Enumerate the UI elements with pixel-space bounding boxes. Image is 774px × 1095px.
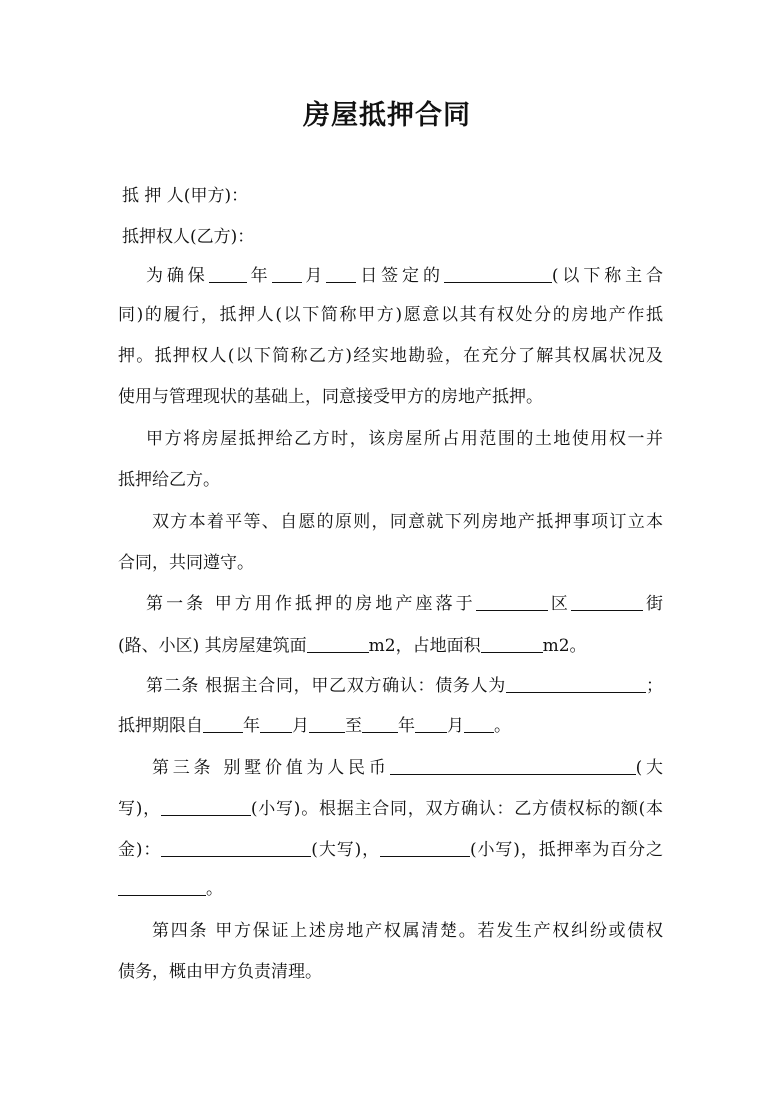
text-segment: 年 xyxy=(398,716,415,736)
blank-end-day xyxy=(464,712,494,733)
text-segment: (大写)， xyxy=(311,840,380,860)
paragraph-3-line-1: 双方本着平等、自愿的原则，同意就下列房地产抵押事项订立本 xyxy=(152,512,663,532)
blank-debtor xyxy=(506,672,646,693)
text-segment: 年 xyxy=(243,716,260,736)
blank-street xyxy=(571,590,643,611)
text-segment: 第三条 别墅价值为人民币 xyxy=(152,758,390,778)
text-segment: 月 xyxy=(292,716,309,736)
article-4-line-2: 债务，概由甲方负责清理。 xyxy=(118,962,322,982)
text-segment: 街 xyxy=(642,594,664,614)
text-segment: 金)： xyxy=(118,840,162,860)
blank-start-year xyxy=(203,712,243,733)
blank-contract-name xyxy=(444,262,552,283)
article-3-line-4 xyxy=(118,871,663,907)
blank-district xyxy=(476,590,548,611)
paragraph-2-line-2: 抵押给乙方。 xyxy=(118,470,220,490)
text-segment: (以下称主合 xyxy=(551,266,664,286)
text-segment: 日签定的 xyxy=(356,266,444,286)
blank-value-lowercase xyxy=(161,795,251,816)
party-b-label: 抵押权人(乙方)： xyxy=(122,227,255,247)
text-segment: 年 xyxy=(246,266,272,286)
blank-principal-lowercase xyxy=(380,836,470,857)
text-segment: 至 xyxy=(345,716,362,736)
blank-start-month xyxy=(260,712,292,733)
text-segment: 抵押期限自 xyxy=(118,716,203,736)
text-segment: 。 xyxy=(494,716,511,736)
text-segment: 写)， xyxy=(118,799,161,819)
text-segment: (小写)。根据主合同，双方确认：乙方债权标的额(本 xyxy=(250,799,663,819)
text-segment: 区 xyxy=(547,594,571,614)
text-segment: 为确保 xyxy=(146,266,209,286)
article-3-line-3 xyxy=(118,832,663,868)
article-3-line-1 xyxy=(152,750,663,786)
blank-principal-uppercase xyxy=(161,836,311,857)
text-segment: 。 xyxy=(206,879,223,899)
text-segment: 月 xyxy=(301,266,327,286)
article-1-line-2 xyxy=(118,628,663,664)
article-3-line-2 xyxy=(118,791,663,827)
paragraph-2-line-1: 甲方将房屋抵押给乙方时，该房屋所占用范围的土地使用权一并 xyxy=(146,429,663,449)
article-1-line-1 xyxy=(146,586,663,622)
text-segment: m2。 xyxy=(542,636,587,656)
text-segment: (大 xyxy=(635,758,663,778)
paragraph-1-line-1 xyxy=(146,258,663,294)
blank-start-day xyxy=(309,712,345,733)
blank-day xyxy=(326,262,356,283)
paragraph-1-line-2: 同)的履行，抵押人(以下简称甲方)愿意以其有权处分的房地产作抵 xyxy=(118,305,663,325)
paragraph-1-line-4: 使用与管理现状的基础上，同意接受甲方的房地产抵押。 xyxy=(118,387,543,407)
text-segment: ； xyxy=(646,676,663,696)
text-segment: 第二条 根据主合同，甲乙双方确认：债务人为 xyxy=(146,676,506,696)
blank-end-year xyxy=(362,712,398,733)
blank-land-area xyxy=(481,632,543,653)
blank-year xyxy=(209,262,247,283)
blank-property-value xyxy=(390,754,636,775)
article-2-line-2 xyxy=(118,708,663,744)
paragraph-3-line-2: 合同，共同遵守。 xyxy=(118,553,254,573)
party-a-label: 抵 押 人(甲方)： xyxy=(122,186,249,206)
text-segment: (小写)，抵押率为百分之 xyxy=(470,840,664,860)
article-2-line-1 xyxy=(146,668,663,704)
blank-month xyxy=(272,262,302,283)
text-segment: 第一条 甲方用作抵押的房地产座落于 xyxy=(146,594,476,614)
text-segment: (路、小区) 其房屋建筑面 xyxy=(118,636,307,656)
text-segment: 月 xyxy=(447,716,464,736)
document-title: 房屋抵押合同 xyxy=(303,100,471,131)
paragraph-1-line-3: 押。抵押权人(以下简称乙方)经实地勘验，在充分了解其权属状况及 xyxy=(118,346,663,366)
blank-mortgage-rate xyxy=(118,875,206,896)
text-segment: m2，占地面积 xyxy=(368,636,481,656)
blank-end-month xyxy=(415,712,447,733)
blank-building-area xyxy=(307,632,369,653)
article-4-line-1: 第四条 甲方保证上述房地产权属清楚。若发生产权纠纷或债权 xyxy=(152,921,663,941)
